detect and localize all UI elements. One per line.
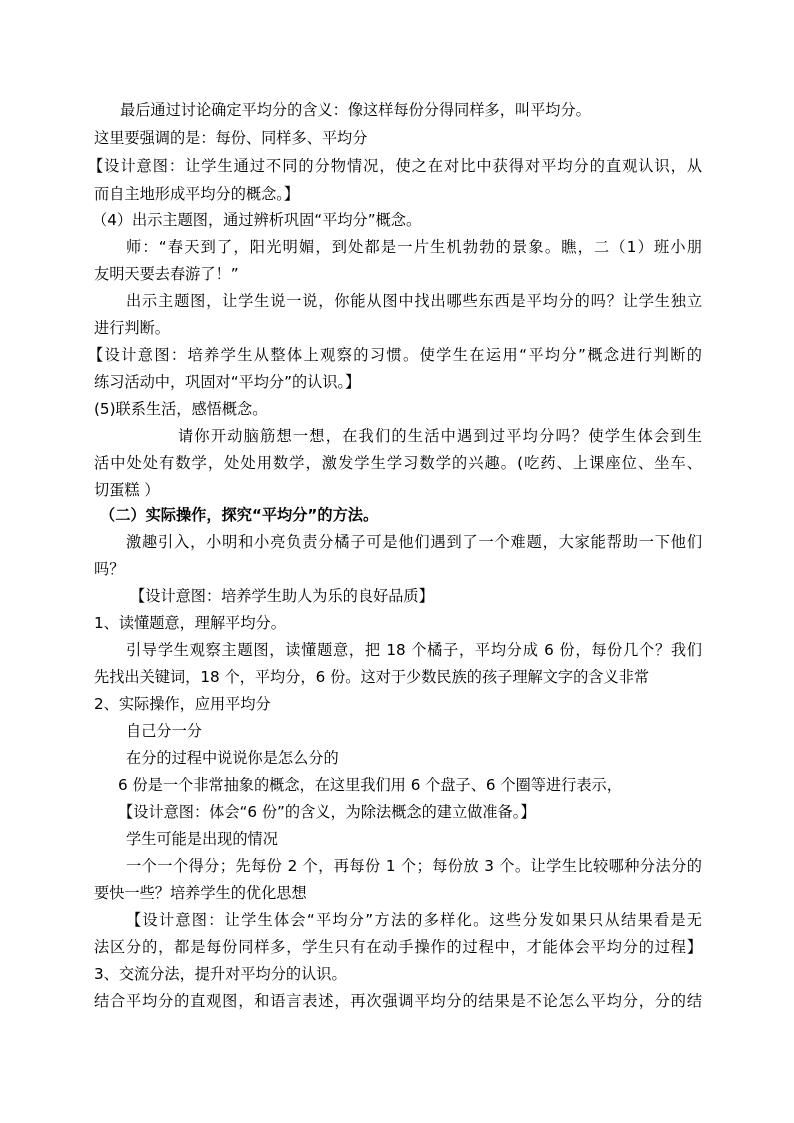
design-intent-note: 法区分的，都是每份同样多，学生只有在动手操作的过程中，才能体会平均分的过程】: [94, 938, 702, 956]
section-heading: (5)联系生活，感悟概念。: [94, 400, 268, 418]
text-line: 结合平均分的直观图，和语言表述，再次强调平均分的结果是不论怎么平均分，分的结: [94, 992, 702, 1010]
design-intent-note: 【设计意图：让学生体会“平均分”方法的多样化。这些分发如果只从结果看是无: [126, 911, 702, 929]
text-line: 6 份是一个非常抽象的概念，在这里我们用 6 个盘子、6 个圈等进行表示，: [118, 776, 622, 794]
design-intent-note: 【设计意图：培养学生助人为乐的良好品质】: [130, 587, 434, 605]
text-line: 友明天要去春游了！”: [94, 265, 239, 283]
design-intent-note: 【设计意图：让学生通过不同的分物情况，使之在对比中获得对平均分的直观认识，从: [88, 157, 702, 175]
text-line: 引导学生观察主题图，读懂题意，把 18 个橘子，平均分成 6 份，每份几个？我们: [126, 641, 702, 659]
text-line: 这里要强调的是：每份、同样多、平均分: [94, 129, 368, 147]
text-line: 激趣引入，小明和小亮负责分橘子可是他们遇到了一个难题，大家能帮助一下他们: [126, 533, 702, 551]
text-line: 要快一些？培养学生的优化思想: [94, 884, 307, 902]
text-line: 自己分一分: [126, 722, 202, 740]
section-heading: 2、实际操作，应用平均分: [94, 695, 271, 713]
section-heading: （4）出示主题图，通过辨析巩固“平均分”概念。: [92, 211, 422, 229]
section-heading: 1、读懂题意，理解平均分。: [94, 614, 286, 632]
text-line: 一个一个得分；先每份 2 个，再每份 1 个；每份放 3 个。让学生比较哪种分法分的: [126, 857, 702, 875]
design-intent-note: 而自主地形成平均分的概念。】: [94, 185, 300, 203]
text-line: 师：“春天到了，阳光明媚，到处都是一片生机勃勃的景象。瞧，二（1）班小朋: [126, 238, 702, 256]
design-intent-note: 练习活动中，巩固对“平均分”的认识。】: [94, 373, 361, 391]
text-line: 出示主题图，让学生说一说，你能从图中找出哪些东西是平均分的吗？让学生独立: [126, 292, 702, 310]
text-line: 先找出关键词，18 个，平均分，6 份。这对于少数民族的孩子理解文字的含义非常: [94, 668, 650, 686]
text-line: 最后通过讨论确定平均分的含义：像这样每份分得同样多，叫平均分。: [120, 101, 591, 119]
text-line: 进行判断。: [94, 319, 170, 337]
section-heading: 3、交流分法，提升对平均分的认识。: [94, 965, 347, 983]
text-line: 活中处处有数学，处处用数学，激发学生学习数学的兴趣。(吃药、上课座位、坐车、: [94, 454, 702, 472]
text-line: 学生可能是出现的情况: [126, 830, 278, 848]
text-line: 吗？: [94, 560, 125, 578]
design-intent-note: 【设计意图：体会“6 份”的含义，为除法概念的建立做准备。】: [118, 803, 536, 821]
text-line: 请你开动脑筋想一想，在我们的生活中遇到过平均分吗？使学生体会到生: [178, 427, 702, 445]
section-heading: （二）实际操作，探究“平均分”的方法。: [100, 506, 379, 524]
text-line: 切蛋糕 ）: [94, 481, 160, 499]
design-intent-note: 【设计意图：培养学生从整体上观察的习惯。使学生在运用“平均分”概念进行判断的: [88, 346, 702, 364]
text-line: 在分的过程中说说你是怎么分的: [126, 749, 339, 767]
